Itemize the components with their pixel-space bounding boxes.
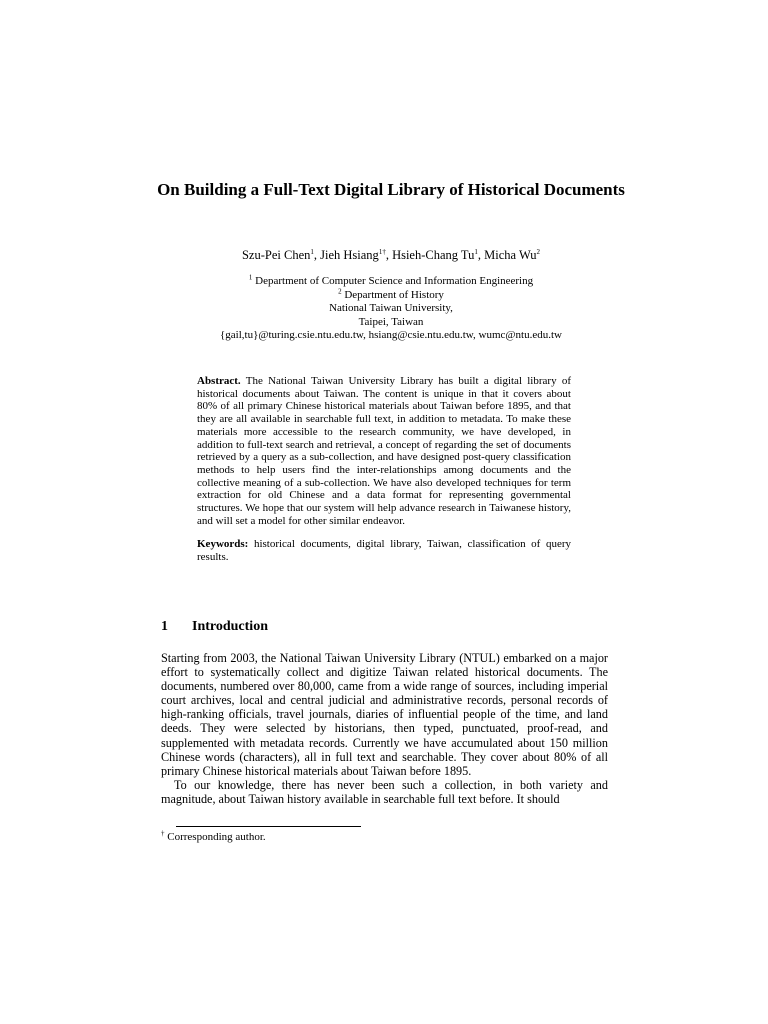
keywords-text: historical documents, digital library, Taiwan, classification of query results. — [197, 538, 571, 564]
footnote-divider — [176, 826, 361, 827]
author-affil-mark: 1 — [474, 247, 478, 256]
section-number: 1 — [161, 619, 168, 634]
affiliations — [150, 275, 632, 343]
abstract-text: The National Taiwan University Library has built a digital library of historical documents about Taiwan. The content is unique in that it covers about 80% of all primary Chinese historical materials about Taiwan before 1895, and that they are all available in searchable full text, in addition to metadata. To make these materials more accessible to the research community, we have developed, in addition to full-text search and retrieval, a concept of regarding the set of documents retrieved by a query as a sub-collection, and have designed post-query classification methods to help users find the inter-relationships among documents and the collective meaning of a sub-collection. We have also developed techniques for term extraction for old Chinese and a data format for representing governmental structures. We hope that our system will help advance research in Taiwanese history, and will set a model for other similar endeavor. — [197, 375, 571, 527]
author-emails: {gail,tu}@turing.csie.ntu.edu.tw, hsiang@csie.ntu.edu.tw, wumc@ntu.edu.tw — [220, 329, 562, 341]
author-separator: , — [313, 248, 321, 262]
footnote-text: Corresponding author. — [167, 831, 266, 843]
author-affil-mark: 1† — [378, 247, 386, 256]
affiliation-line — [150, 275, 632, 289]
affiliation-mark: 1 — [248, 273, 253, 282]
keywords-paragraph — [197, 538, 571, 563]
footnote-mark: † — [161, 829, 165, 838]
author-separator: , — [477, 248, 485, 262]
author-name: Hsieh-Chang Tu — [392, 248, 475, 262]
affiliation-line: National Taiwan University, — [329, 302, 453, 314]
section-heading — [161, 618, 268, 636]
abstract-paragraph — [197, 375, 571, 527]
body-paragraph: Starting from 2003, the National Taiwan University Library (NTUL) embarked on a major effort to systematically collect and digitize Taiwan related historical documents. The documents, numbered over 80,000, came from a wide range of sources, including imperial court archives, local and central judicial and administrative records, personal records of high-ranking officials, travel journals, diaries of influential people of the time, and land deeds. They were selected by historians, then typed, punctuated, proof-read, and supplemented with metadata records. Currently we have accumulated about 150 million Chinese words (characters), all in full text and searchable. They cover about 80% of all primary Chinese historical materials about Taiwan before 1895. — [161, 651, 608, 778]
author-name: Jieh Hsiang — [320, 248, 379, 262]
author-name: Szu-Pei Chen — [241, 248, 311, 262]
author-list — [150, 247, 632, 263]
affiliation-text: Department of History — [344, 288, 444, 301]
affiliation-mark: 2 — [338, 286, 342, 295]
body-paragraph: To our knowledge, there has never been such a collection, in both variety and magnitude, about Taiwan history available in searchable full text before. It should — [161, 777, 608, 806]
author-separator: , — [385, 248, 393, 262]
author-affil-mark: 2 — [536, 247, 541, 256]
abstract-block — [197, 375, 571, 564]
author-affil-mark: 1 — [310, 247, 314, 256]
affiliation-text: Department of Computer Science and Information Engineering — [255, 275, 534, 287]
paper-title: On Building a Full-Text Digital Library of Historical Documents — [157, 180, 625, 199]
footnote — [161, 831, 266, 844]
keywords-label: Keywords: — [197, 538, 249, 551]
affiliation-line — [150, 286, 632, 303]
author-name: Micha Wu — [484, 248, 537, 262]
affiliation-line: Taipei, Taiwan — [358, 315, 424, 328]
abstract-label: Abstract. — [197, 375, 241, 387]
section-title: Introduction — [192, 619, 268, 634]
section-body — [161, 651, 608, 806]
